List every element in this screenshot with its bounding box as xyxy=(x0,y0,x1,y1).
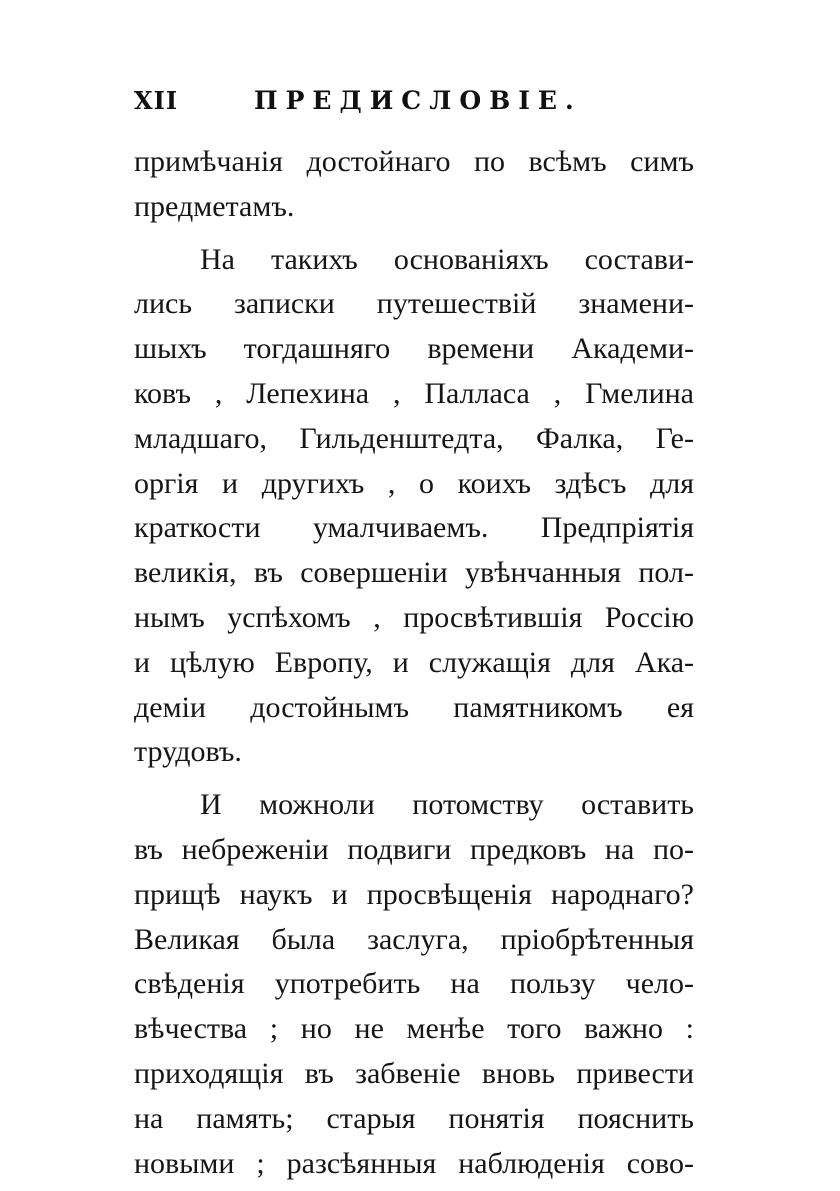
text-line: нымъ успѣхомъ , просвѣтившія Россію xyxy=(134,600,694,634)
text-line: вѣчества ; но не менѣе того важно : xyxy=(134,1012,694,1046)
text-line: трудовъ. xyxy=(134,735,242,769)
text-line: младшаго, Гильденштедта, Фалка, Ге- xyxy=(134,421,694,455)
text-line: прищѣ наукъ и просвѣщенія народнаго? xyxy=(134,877,694,911)
body-text xyxy=(134,140,694,1186)
text-line: краткости умалчиваемъ. Предпріятія xyxy=(134,511,694,545)
text-line: великія, въ совершеніи увѣнчанныя пол- xyxy=(134,556,694,590)
text-line: шыхъ тогдашняго времени Академи- xyxy=(134,332,694,366)
text-line: и цѣлую Европу, и служащія для Ака- xyxy=(134,645,694,679)
text-line: оргія и другихъ , о коихъ здѣсъ для xyxy=(134,466,694,500)
text-line: предметамъ. xyxy=(134,189,295,223)
text-line: новыми ; разсѣянныя наблюденія сово- xyxy=(134,1146,694,1180)
page-header xyxy=(134,86,694,126)
text-line: въ небреженіи подвиги предковъ на по- xyxy=(134,832,694,866)
paragraph-1 xyxy=(134,140,694,230)
text-line: На такихъ основаніяхъ состави- xyxy=(200,242,694,276)
text-line: приходящія въ забвеніе вновь привести xyxy=(134,1056,694,1090)
text-line: на память; старыя понятія пояснить xyxy=(134,1101,694,1135)
text-line: деміи достойнымъ памятникомъ ея xyxy=(134,690,694,724)
text-line: примѣчанія достойнаго по всѣмъ симъ xyxy=(134,145,694,178)
paragraph-2 xyxy=(134,238,694,776)
text-line: лись записки путешествій знамени- xyxy=(134,287,694,321)
page-number: XII xyxy=(134,86,179,115)
paragraph-3 xyxy=(134,783,694,1186)
text-line: И можноли потомству оставить xyxy=(200,788,694,822)
text-line: ковъ , Лепехина , Палласа , Гмелина xyxy=(134,376,694,410)
running-head-title: ПРЕДИСЛОВIЕ. xyxy=(254,86,582,115)
text-line: Великая была заслуга, пріобрѣтенныя xyxy=(134,922,694,956)
text-line: свѣденія употребить на пользу чело- xyxy=(134,967,694,1001)
